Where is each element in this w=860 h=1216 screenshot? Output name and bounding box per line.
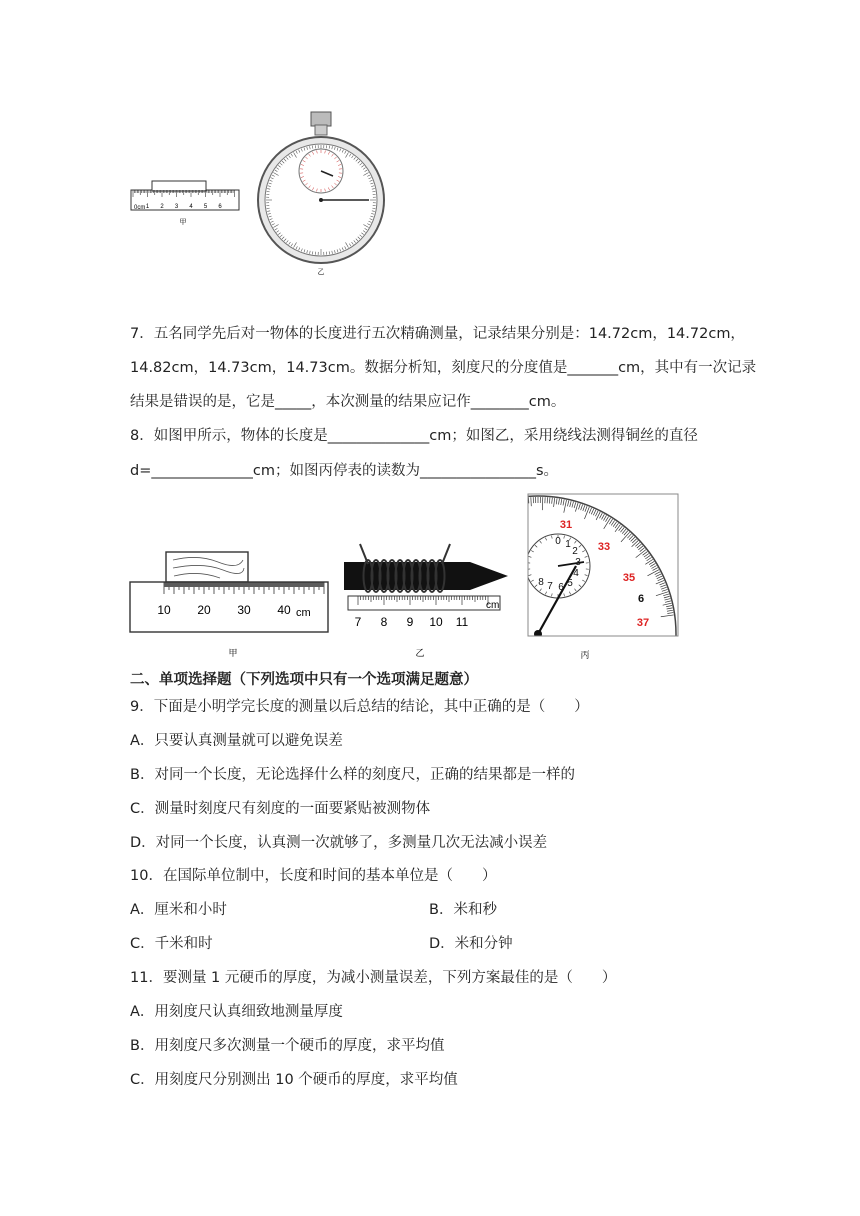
- bing-outer-label: 35: [622, 572, 636, 584]
- ruler-unit: 0cm: [134, 205, 146, 211]
- bing-inner-label: 0: [555, 536, 561, 547]
- bing-inner-label: 2: [572, 546, 578, 557]
- bing-outer-label: 31: [559, 519, 573, 531]
- q7-line2: 14.82cm，14.73cm，14.73cm。数据分析知，刻度尺的分度值是_______cm，其中有一次记录: [130, 360, 757, 376]
- yi-tick-label: 11: [455, 615, 469, 629]
- q8-line2: d=______________cm；如图丙停表的读数为________________s。: [130, 463, 559, 479]
- q8-line1: 8．如图甲所示，物体的长度是______________cm；如图乙，采用绕线法测得铜丝的直径: [130, 428, 698, 444]
- q10-option-c: C．千米和时: [130, 936, 213, 952]
- bing-inner-label: 4: [573, 568, 579, 579]
- q9-option-b: B．对同一个长度，无论选择什么样的刻度尺，正确的结果都是一样的: [130, 767, 575, 783]
- q10-stem: 10．在国际单位制中，长度和时间的基本单位是（ ）: [130, 868, 497, 884]
- bing-inner-label: 1: [565, 539, 571, 550]
- ruler-tick-label: 4: [189, 204, 193, 210]
- bing-inner-label: 5: [567, 578, 573, 589]
- wire-yi-drawing: [338, 540, 513, 663]
- bing-outer-label: 6: [637, 593, 645, 605]
- ruler-tick-label: 2: [160, 204, 164, 210]
- q11-option-a: A．用刻度尺认真细致地测量厚度: [130, 1004, 343, 1020]
- label-jia-top: 甲: [179, 219, 187, 226]
- ruler-tick-label: 3: [174, 204, 179, 210]
- figure-yi: [338, 540, 513, 663]
- label-yi: 乙: [415, 648, 425, 658]
- q9-option-d: D．对同一个长度，认真测一次就够了，多测量几次无法减小误差: [130, 835, 548, 851]
- section-heading: 二、单项选择题（下列选项中只有一个选项满足题意）: [130, 672, 478, 688]
- jia-tick-label: 30: [237, 603, 251, 617]
- stopwatch-bing-drawing: [520, 490, 685, 663]
- ruler-jia-drawing: [128, 548, 333, 663]
- q9-stem: 9．下面是小明学完长度的测量以后总结的结论，其中正确的是（ ）: [130, 699, 589, 715]
- ruler-tick-label: 6: [218, 204, 222, 210]
- q9-option-a: A．只要认真测量就可以避免误差: [130, 733, 343, 749]
- bing-outer-label: 33: [597, 541, 611, 553]
- jia-unit: cm: [296, 607, 311, 619]
- yi-tick-label: 10: [429, 615, 443, 629]
- q11-option-b: B．用刻度尺多次测量一个硬币的厚度，求平均值: [130, 1038, 445, 1054]
- figure-top-drawing: [125, 108, 405, 278]
- yi-tick-label: 8: [380, 615, 388, 629]
- q11-stem: 11．要测量 1 元硬币的厚度，为减小测量误差，下列方案最佳的是（ ）: [130, 970, 617, 986]
- bing-inner-label: 3: [575, 557, 581, 568]
- jia-tick-label: 20: [197, 603, 211, 617]
- label-jia: 甲: [228, 648, 238, 658]
- q7-line3: 结果是错误的是，它是_____，本次测量的结果应记作________cm。: [130, 394, 566, 410]
- q9-option-c: C．测量时刻度尺有刻度的一面要紧贴被测物体: [130, 801, 431, 817]
- bing-outer-label: 37: [636, 617, 650, 629]
- ruler-tick-label: 5: [203, 204, 208, 210]
- label-yi-top: 乙: [317, 269, 325, 276]
- jia-tick-label: 10: [157, 603, 171, 617]
- yi-unit: cm: [486, 600, 500, 611]
- yi-tick-label: 7: [354, 615, 362, 629]
- figure-top: [125, 108, 405, 278]
- figure-bing: [520, 490, 685, 663]
- q10-option-b: B．米和秒: [429, 902, 497, 918]
- q7-line1: 7．五名同学先后对一物体的长度进行五次精确测量，记录结果分别是：14.72cm，14.72cm，: [130, 326, 745, 342]
- figure-jia: [128, 548, 333, 663]
- yi-tick-label: 9: [406, 615, 414, 629]
- q11-option-c: C．用刻度尺分别测出 10 个硬币的厚度，求平均值: [130, 1072, 458, 1088]
- label-bing: 丙: [580, 650, 590, 660]
- q10-option-d: D．米和分钟: [429, 936, 513, 952]
- jia-tick-label: 40: [277, 603, 291, 617]
- bing-inner-label: 6: [558, 582, 564, 593]
- q10-option-a: A．厘米和小时: [130, 902, 227, 918]
- bing-inner-label: 7: [547, 581, 553, 592]
- ruler-tick-label: 1: [145, 204, 150, 210]
- bing-inner-label: 8: [538, 577, 544, 588]
